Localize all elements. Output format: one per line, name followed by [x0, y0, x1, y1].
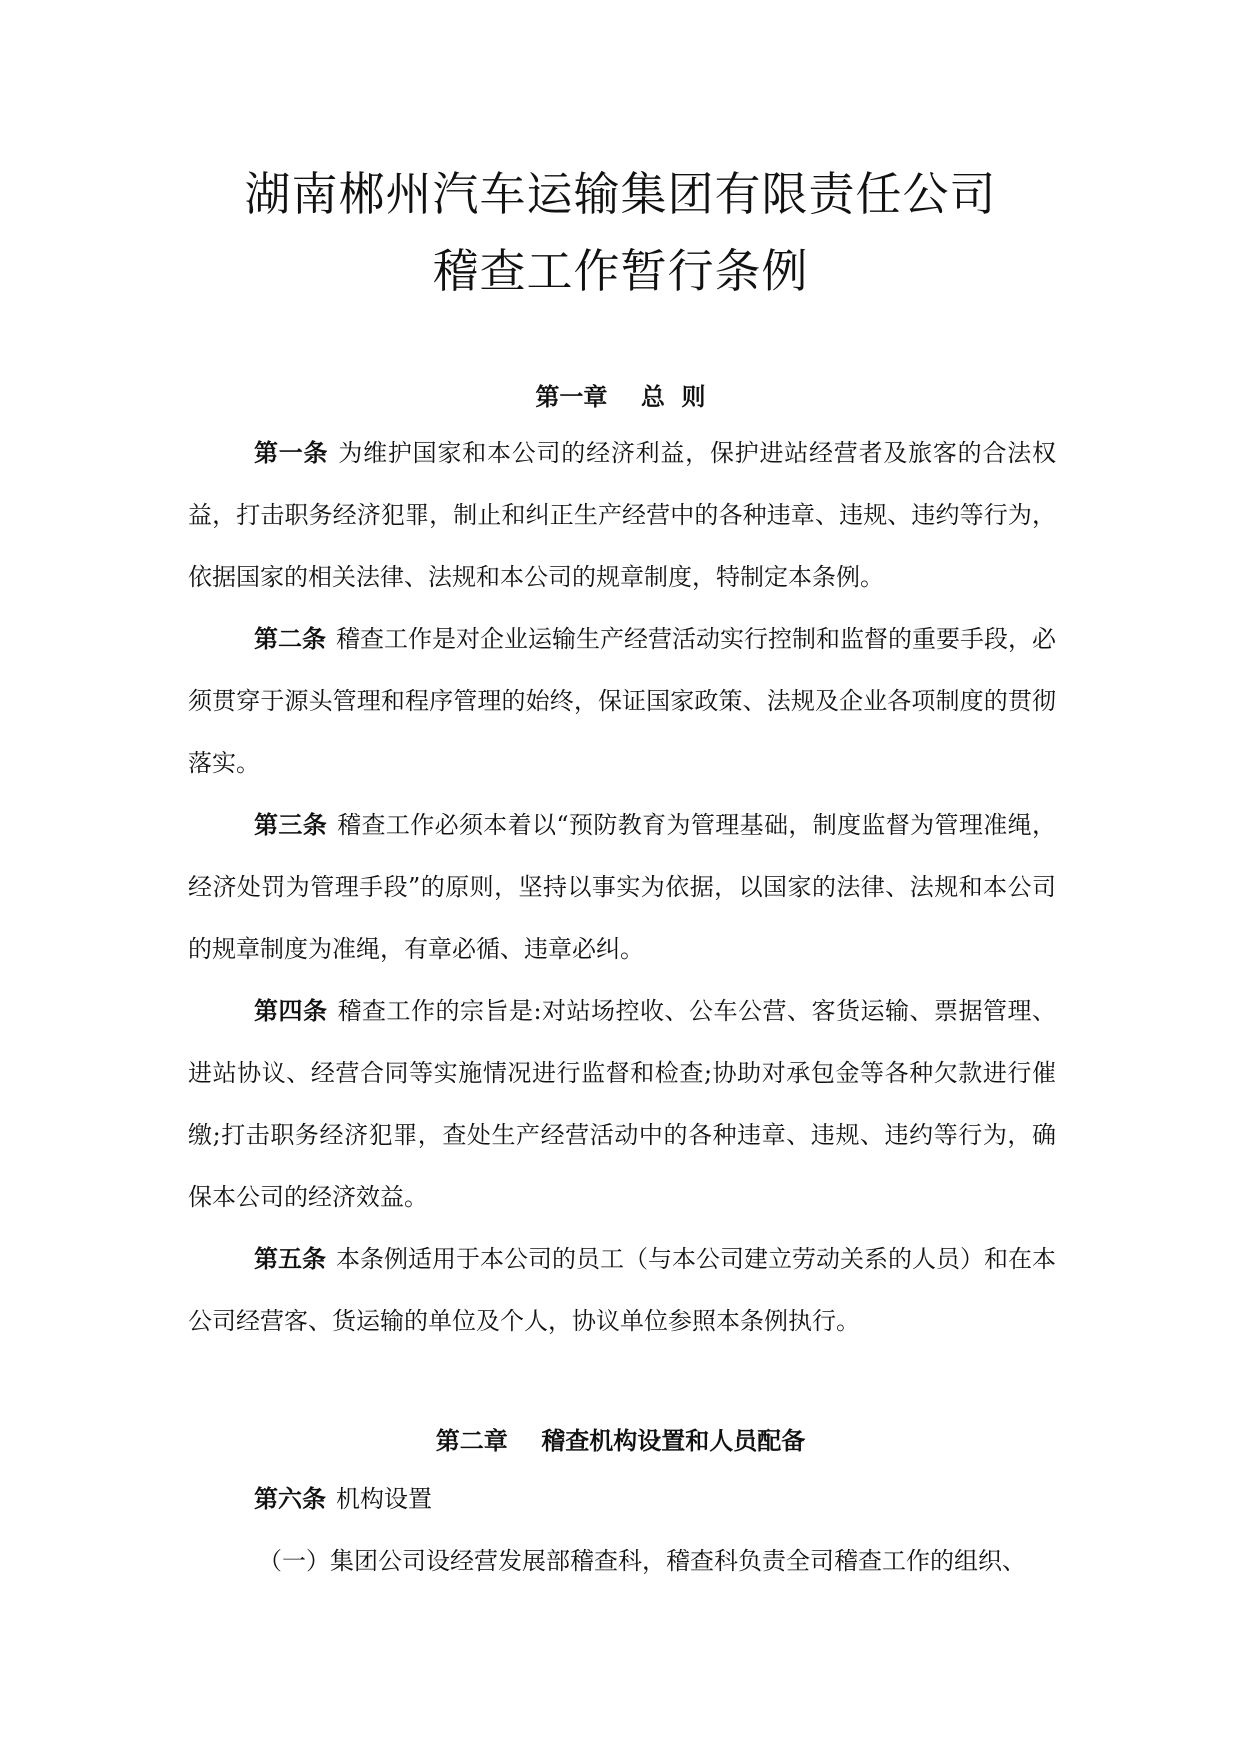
list-item-1: （一）集团公司设经营发展部稽查科，稽查科负责全司稽查工作的组织、: [258, 1547, 1026, 1575]
chapter-2-heading: 第二章 稽查机构设置和人员配备: [435, 1427, 806, 1455]
article-4-text: 稽查工作的宗旨是:对站场控收、公车公营、客货运输、票据管理、进站协议、经营合同等实施情况进行监督和检查;协助对承包金等各种欠款进行催缴;打击职务经济犯罪，查处生产经营活动中的各种违章、违规、违约等行为，确保本公司的经济效益。: [188, 997, 1056, 1211]
article-4: [188, 980, 1056, 1228]
article-1-label: 第一条: [254, 439, 329, 467]
chapter-1-heading: 第一章 总 则: [535, 383, 706, 411]
article-2: [188, 608, 1056, 794]
article-1: [188, 422, 1056, 608]
article-2-label: 第二条: [254, 625, 326, 653]
article-1-text: 为维护国家和本公司的经济利益，保护进站经营者及旅客的合法权益，打击职务经济犯罪，制止和纠正生产经营中的各种违章、违规、违约等行为，依据国家的相关法律、法规和本公司的规章制度，特制定本条例。: [188, 439, 1057, 591]
article-6-text: 机构设置: [336, 1485, 432, 1513]
article-4-label: 第四条: [254, 997, 328, 1025]
article-6: [188, 1468, 1056, 1530]
article-5-text: 本条例适用于本公司的员工（与本公司建立劳动关系的人员）和在本公司经营客、货运输的单位及个人，协议单位参照本条例执行。: [188, 1245, 1056, 1335]
article-6-label: 第六条: [254, 1485, 326, 1513]
article-3-text: 稽查工作必须本着以“预防教育为管理基础，制度监督为管理准绳，经济处罚为管理手段”的原则，坚持以事实为依据，以国家的法律、法规和本公司的规章制度为准绳，有章必循、违章必纠。: [188, 811, 1056, 963]
article-3: [188, 794, 1056, 980]
document-title-line1: 湖南郴州汽车运输集团有限责任公司: [244, 167, 997, 221]
document-title-line2: 稽查工作暂行条例: [432, 244, 809, 298]
article-2-text: 稽查工作是对企业运输生产经营活动实行控制和监督的重要手段，必须贯穿于源头管理和程序管理的始终，保证国家政策、法规及企业各项制度的贯彻落实。: [188, 625, 1056, 777]
article-5-label: 第五条: [254, 1245, 326, 1273]
article-3-label: 第三条: [254, 811, 328, 839]
article-5: [188, 1228, 1056, 1352]
